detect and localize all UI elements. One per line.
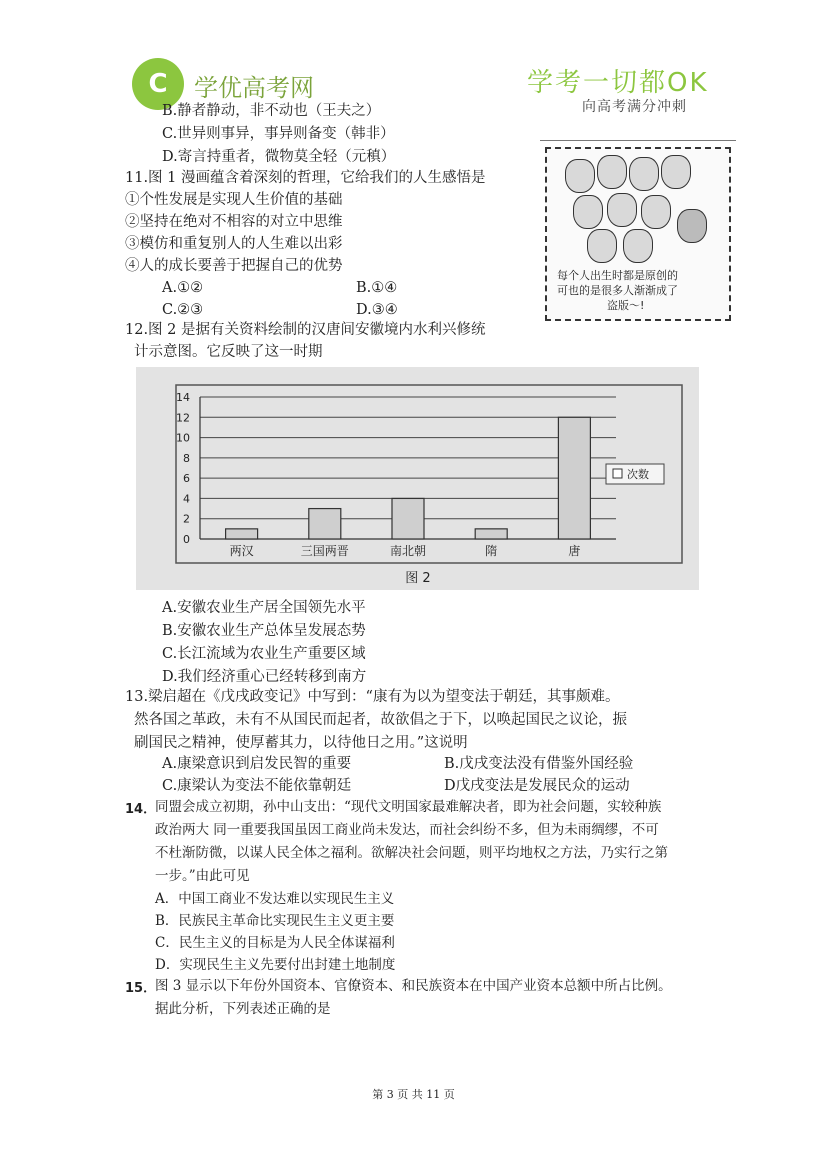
logo-right-subtitle: 向高考满分冲刺 — [582, 99, 687, 115]
header-rule — [540, 140, 736, 141]
q12-option-d: D.我们经济重心已经转移到南方 — [162, 669, 367, 685]
bar — [475, 529, 507, 539]
q10-option-b: B.静者静动，非不动也（王夫之） — [162, 103, 381, 119]
figure-2-chart — [136, 367, 699, 590]
cat-doll-icon — [607, 193, 637, 227]
q11-item-1: ①个性发展是实现人生价值的基础 — [125, 192, 343, 208]
q13-stem-line-1: 13.梁启超在《戊戌政变记》中写到：“康有为以为望变法于朝廷，其事颇难。 — [125, 689, 620, 705]
cat-doll-icon — [597, 155, 627, 189]
cat-doll-icon — [573, 195, 603, 229]
q15-stem-line-2: 据此分析，下列表述正确的是 — [155, 1001, 331, 1017]
q13-option-c: C.康梁认为变法不能依靠朝廷 — [162, 778, 352, 794]
bar — [558, 417, 590, 539]
q10-option-d: D.寄言持重者，微物莫全轻（元稹） — [162, 149, 396, 165]
logo-right-text: 学考一切都OK — [527, 68, 709, 98]
q12-stem-line-2: 计示意图。它反映了这一时期 — [134, 344, 323, 360]
cat-doll-icon — [677, 209, 707, 243]
q14-option-d: D．实现民生主义先要付出封建土地制度 — [155, 957, 396, 973]
y-tick-label: 12 — [176, 411, 190, 425]
y-tick-label: 14 — [176, 391, 190, 404]
bar — [392, 498, 424, 539]
q11-item-3: ③模仿和重复别人的人生难以出彩 — [125, 236, 343, 252]
q13-option-d: D戊戌变法是发展民众的运动 — [444, 778, 630, 794]
cat-doll-icon — [661, 155, 691, 189]
y-tick-label: 10 — [176, 431, 190, 445]
q12-option-b: B.安徽农业生产总体呈发展态势 — [162, 623, 366, 639]
q12-stem-line-1: 12.图 2 是据有关资料绘制的汉唐间安徽境内水利兴修统 — [125, 322, 486, 338]
cartoon-caption-line-1: 每个人出生时都是原创的 — [557, 269, 678, 282]
x-tick-label: 隋 — [485, 544, 498, 558]
q13-option-b: B.戊戌变法没有借鉴外国经验 — [444, 756, 634, 772]
q14-option-a: A．中国工商业不发达难以实现民生主义 — [155, 891, 395, 907]
x-tick-label: 两汉 — [229, 544, 254, 558]
q14-stem-line-2: 政治两大 同一重要我国虽因工商业尚未发达，而社会纠纷不多，但为未雨绸缪，不可 — [155, 822, 659, 838]
cat-doll-icon — [565, 159, 595, 193]
y-tick-label: 8 — [183, 451, 190, 465]
chart-svg — [136, 367, 699, 590]
cat-doll-icon — [587, 229, 617, 263]
q13-option-a: A.康梁意识到启发民智的重要 — [162, 756, 352, 772]
q11-item-2: ②坚持在绝对不相容的对立中思维 — [125, 214, 343, 230]
q13-stem-line-3: 刷国民之精神，使厚蓄其力，以待他日之用。”这说明 — [134, 735, 468, 751]
x-tick-label: 三国两晋 — [300, 544, 349, 558]
q10-option-c: C.世异则事异，事异则备变（韩非） — [162, 126, 395, 142]
legend-swatch — [613, 469, 622, 478]
q11-option-d: D.③④ — [356, 302, 398, 318]
cat-doll-icon — [641, 195, 671, 229]
q14-option-b: B．民族民主革命比实现民生主义更主要 — [155, 913, 395, 929]
q11-option-c: C.②③ — [162, 302, 204, 318]
cat-doll-icon — [623, 229, 653, 263]
y-tick-label: 2 — [183, 512, 190, 526]
logo-mark: C — [132, 58, 184, 110]
q14-stem-line-1: 同盟会成立初期，孙中山支出：“现代文明国家最难解决者，即为社会问题，实较种族 — [155, 799, 662, 815]
y-tick-label: 6 — [183, 472, 190, 486]
legend-label: 次数 — [627, 468, 649, 481]
q14-stem-line-4: 一步。”由此可见 — [155, 868, 250, 884]
bar — [226, 529, 258, 539]
q11-option-a: A.①② — [162, 280, 204, 296]
figure-label: 图 2 — [405, 571, 431, 586]
y-tick-label: 4 — [183, 492, 190, 506]
cat-doll-icon — [629, 157, 659, 191]
page-number: 第 3 页 共 11 页 — [372, 1088, 455, 1101]
q15-number: 15． — [125, 981, 157, 996]
q11-stem: 11.图 1 漫画蕴含着深刻的哲理，它给我们的人生感悟是 — [125, 170, 486, 186]
y-tick-label: 0 — [183, 533, 190, 546]
q11-option-b: B.①④ — [356, 280, 398, 296]
logo-left-text: 学优高考网 — [194, 74, 314, 102]
q12-option-c: C.长江流域为农业生产重要区域 — [162, 646, 366, 662]
q14-option-c: C．民生主义的目标是为人民全体谋福利 — [155, 935, 395, 951]
q14-stem-line-3: 不杜渐防微，以谋人民全体之福利。欲解决社会问题，则平均地权之方法，乃实行之第 — [155, 845, 668, 861]
x-tick-label: 南北朝 — [389, 544, 427, 558]
figure-1-cartoon — [545, 147, 731, 321]
cartoon-caption-line-2: 可也的是很多人渐渐成了 — [557, 284, 678, 297]
q13-stem-line-2: 然各国之革政，未有不从国民而起者，故欲倡之于下，以唤起国民之议论，振 — [134, 712, 627, 728]
q11-item-4: ④人的成长要善于把握自己的优势 — [125, 258, 343, 274]
bar — [309, 509, 341, 539]
cartoon-caption-line-3: 盗版～! — [607, 299, 645, 312]
q15-stem-line-1: 图 3 显示以下年份外国资本、官僚资本、和民族资本在中国产业资本总额中所占比例。 — [155, 978, 672, 994]
x-tick-label: 唐 — [568, 544, 581, 558]
q14-number: 14． — [125, 802, 157, 817]
q12-option-a: A.安徽农业生产居全国领先水平 — [162, 600, 366, 616]
